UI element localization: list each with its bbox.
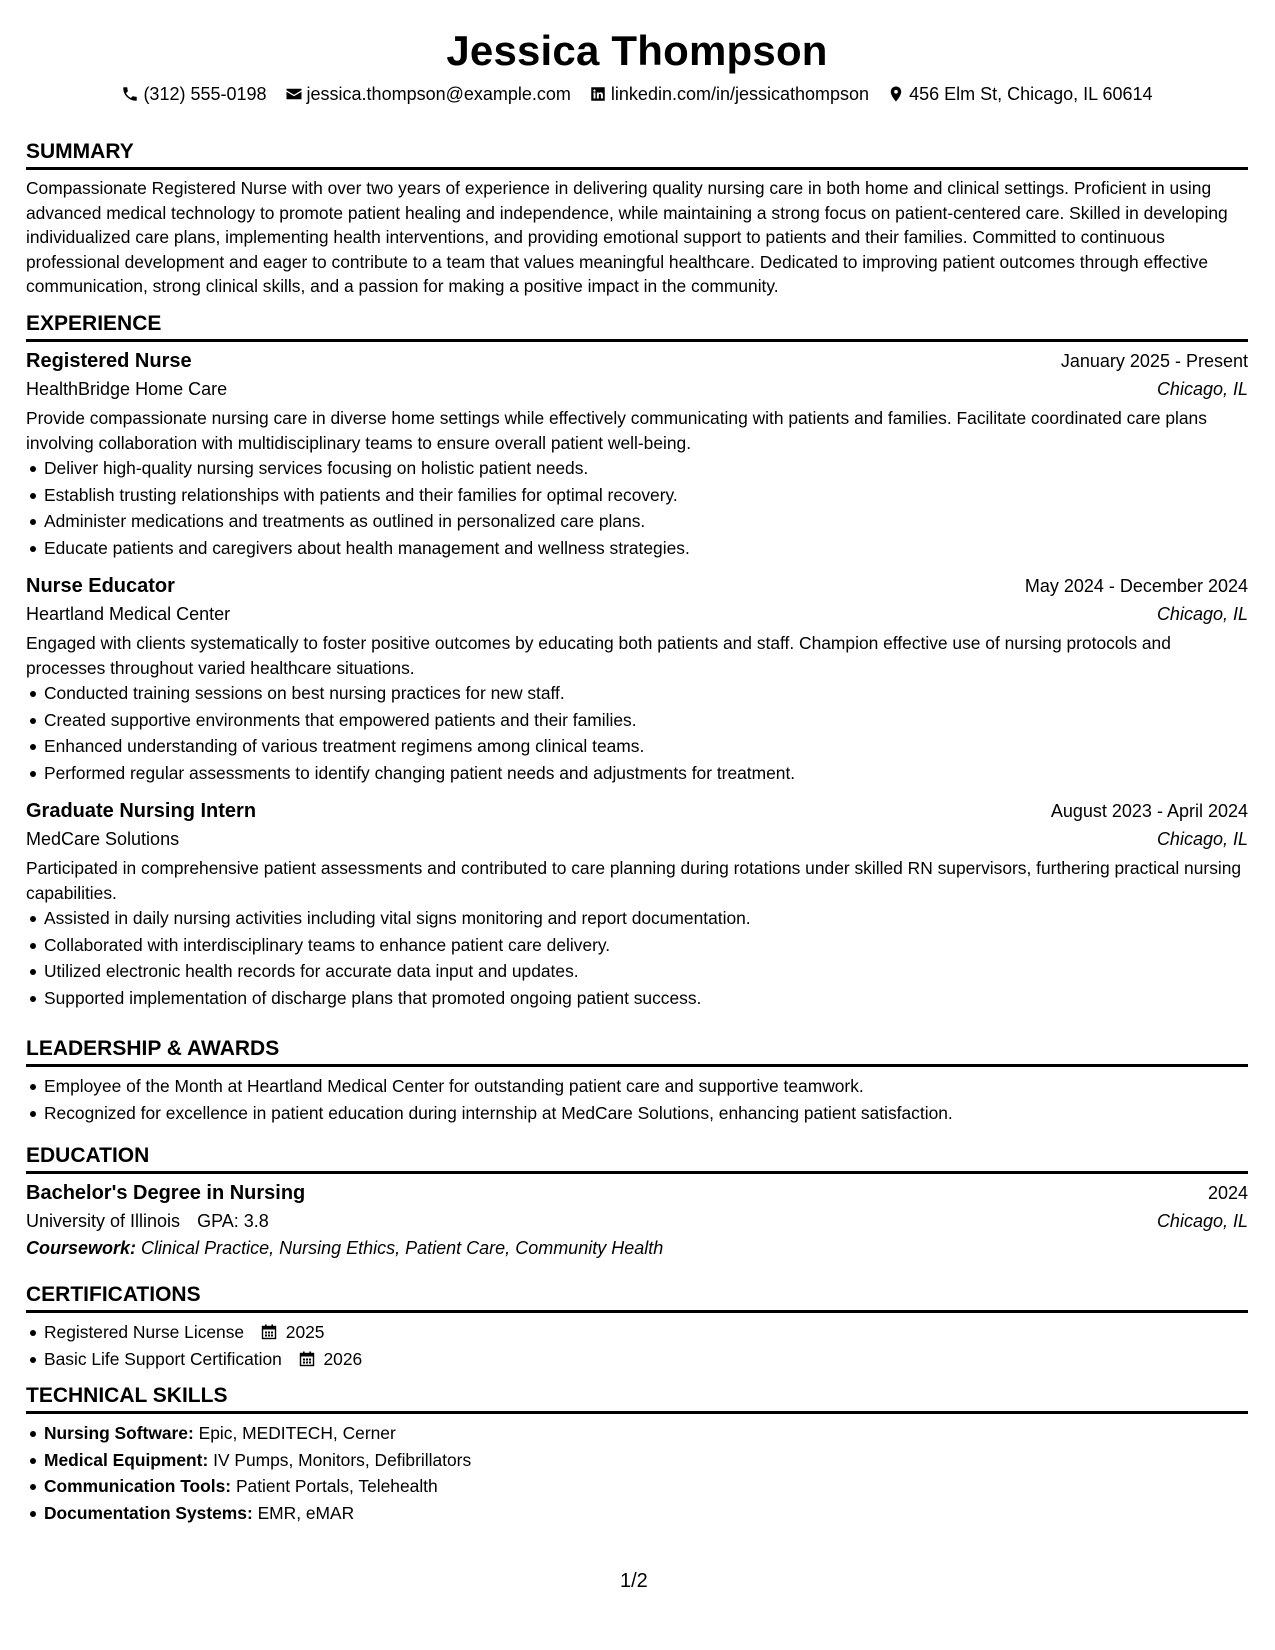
certification-name: Basic Life Support Certification	[44, 1348, 282, 1369]
summary-text: Compassionate Registered Nurse with over two years of experience in delivering quality nursing care in both home and clinical settings. Proficient in using advanced medical technology to promote patient healing and independence, while maintaining a strong focus on patient-centered care. Skilled in developing individualized care plans, implementing health interventions, and providing emotional support to patients and their families. Committed to continuous professional development and eager to contribute to a team that values meaningful healthcare. Dedicated to improving patient outcomes through effective communication, strong clinical skills, and a passion for making a positive impact in the community.	[26, 178, 1228, 296]
gpa: GPA: 3.8	[197, 1211, 269, 1231]
job-entry	[26, 800, 1248, 1025]
list-item: Utilized electronic health records for accurate data input and updates.	[26, 958, 1248, 985]
section-title-skills: TECHNICAL SKILLS	[26, 1382, 1248, 1414]
certification-year: 2025	[285, 1322, 325, 1342]
skill-label: Communication Tools:	[44, 1476, 232, 1496]
school-name: University of Illinois	[26, 1211, 181, 1231]
contact-phone	[121, 84, 266, 105]
job-description: Participated in comprehensive patient assessments and contributed to care planning during rotations under skilled RN supervisors, furthering practical nursing capabilities.	[26, 858, 1242, 903]
leadership-section	[26, 1035, 1248, 1126]
list-item	[26, 1319, 1248, 1346]
list-item	[26, 1420, 1248, 1447]
skill-label: Documentation Systems:	[44, 1502, 253, 1523]
skill-value: EMR, eMAR	[257, 1502, 355, 1523]
certification-year: 2026	[323, 1348, 363, 1369]
linkedin-link[interactable]: linkedin.com/in/jessicathompson	[610, 83, 870, 104]
job-subheader	[26, 379, 1248, 400]
job-location: Chicago, IL	[1156, 604, 1248, 624]
envelope-icon	[285, 85, 303, 103]
school-location: Chicago, IL	[1156, 1211, 1248, 1231]
job-location: Chicago, IL	[1156, 379, 1248, 399]
graduation-year: 2024	[1207, 1183, 1248, 1203]
list-item: Created supportive environments that empowered patients and their families.	[26, 707, 1248, 734]
job-dates: August 2023 - April 2024	[1050, 801, 1248, 821]
certifications-section	[26, 1281, 1248, 1372]
job-title: Nurse Educator	[26, 575, 175, 597]
job-bullets	[26, 680, 1248, 786]
calendar-icon	[299, 1351, 315, 1367]
list-item	[26, 1447, 1248, 1474]
list-item: Collaborated with interdisciplinary teams to enhance patient care delivery.	[26, 932, 1248, 959]
school-info	[26, 1211, 269, 1232]
list-item: Supported implementation of discharge plans that promoted ongoing patient success.	[26, 985, 1248, 1012]
phone-text: (312) 555-0198	[143, 83, 267, 104]
email-link[interactable]: jessica.thompson@example.com	[306, 83, 571, 104]
coursework-label: Coursework:	[26, 1238, 137, 1258]
job-header	[26, 575, 1248, 598]
contact-bar	[26, 82, 1248, 106]
job-description: Engaged with clients systematically to foster positive outcomes by educating both patients and staff. Champion effective use of nursing protocols and processes throughout varied healthcare situations.	[26, 633, 1171, 678]
list-item: Employee of the Month at Heartland Medical Center for outstanding patient care and supportive teamwork.	[26, 1073, 1248, 1100]
phone-icon	[121, 85, 139, 103]
section-title-education: EDUCATION	[26, 1142, 1248, 1174]
job-dates: May 2024 - December 2024	[1024, 576, 1248, 596]
job-title: Graduate Nursing Intern	[26, 800, 257, 822]
candidate-name: Jessica Thompson	[446, 27, 828, 74]
job-company: MedCare Solutions	[26, 829, 180, 849]
list-item	[26, 1346, 1248, 1373]
job-header	[26, 800, 1248, 823]
skills-section	[26, 1382, 1248, 1526]
list-item: Conducted training sessions on best nursing practices for new staff.	[26, 680, 1248, 707]
section-title-experience: EXPERIENCE	[26, 310, 1248, 342]
summary-section	[26, 138, 1248, 300]
coursework	[26, 1238, 1248, 1259]
education-header	[26, 1182, 1248, 1205]
list-item	[26, 1473, 1248, 1500]
list-item	[26, 1500, 1248, 1527]
job-subheader	[26, 829, 1248, 850]
job-bullets	[26, 905, 1248, 1011]
job-entry	[26, 575, 1248, 800]
resume-page	[26, 0, 1248, 1526]
linkedin-icon	[589, 85, 607, 103]
skill-value: Epic, MEDITECH, Cerner	[198, 1423, 396, 1443]
list-item: Recognized for excellence in patient education during internship at MedCare Solutions, enhancing patient satisfaction.	[26, 1100, 1248, 1127]
job-description: Provide compassionate nursing care in diverse home settings while effectively communicating with patients and families. Facilitate coordinated care plans involving collaboration with multidisciplinary teams to ensure overall patient well-being.	[26, 408, 1207, 453]
job-title: Registered Nurse	[26, 350, 192, 372]
list-item: Assisted in daily nursing activities including vital signs monitoring and report documentation.	[26, 905, 1248, 932]
skills-list	[26, 1420, 1248, 1526]
education-subheader	[26, 1211, 1248, 1232]
page-number: 1/2	[620, 1570, 648, 1592]
job-company: HealthBridge Home Care	[26, 379, 228, 399]
skill-label: Nursing Software:	[44, 1423, 194, 1443]
job-subheader	[26, 604, 1248, 625]
skill-value: Patient Portals, Telehealth	[235, 1476, 438, 1496]
list-item: Administer medications and treatments as outlined in personalized care plans.	[26, 508, 1248, 535]
certification-name: Registered Nurse License	[44, 1322, 245, 1342]
job-location: Chicago, IL	[1156, 829, 1248, 849]
job-header	[26, 350, 1248, 373]
degree-title: Bachelor's Degree in Nursing	[26, 1182, 306, 1204]
list-item: Establish trusting relationships with patients and their families for optimal recovery.	[26, 482, 1248, 509]
job-dates: January 2025 - Present	[1060, 351, 1248, 371]
list-item: Educate patients and caregivers about health management and wellness strategies.	[26, 535, 1248, 562]
job-entry	[26, 350, 1248, 575]
list-item: Performed regular assessments to identify changing patient needs and adjustments for treatment.	[26, 760, 1248, 787]
section-title-summary: SUMMARY	[26, 138, 1248, 170]
experience-section	[26, 310, 1248, 1025]
calendar-icon	[261, 1324, 277, 1340]
skill-value: IV Pumps, Monitors, Defibrillators	[213, 1449, 472, 1470]
skill-label: Medical Equipment:	[44, 1449, 209, 1470]
contact-email[interactable]	[285, 84, 571, 105]
section-title-certifications: CERTIFICATIONS	[26, 1281, 1248, 1313]
education-section	[26, 1142, 1248, 1259]
list-item: Deliver high-quality nursing services focusing on holistic patient needs.	[26, 455, 1248, 482]
address-text: 456 Elm St, Chicago, IL 60614	[909, 83, 1153, 104]
job-company: Heartland Medical Center	[26, 604, 231, 624]
job-bullets	[26, 455, 1248, 561]
contact-linkedin[interactable]	[589, 84, 869, 105]
coursework-list: Clinical Practice, Nursing Ethics, Patient Care, Community Health	[141, 1238, 664, 1258]
section-title-leadership: LEADERSHIP & AWARDS	[26, 1035, 1248, 1067]
contact-address	[887, 84, 1152, 105]
list-item: Enhanced understanding of various treatment regimens among clinical teams.	[26, 733, 1248, 760]
map-pin-icon	[887, 85, 905, 103]
leadership-bullets	[26, 1073, 1248, 1126]
certification-list	[26, 1319, 1248, 1372]
